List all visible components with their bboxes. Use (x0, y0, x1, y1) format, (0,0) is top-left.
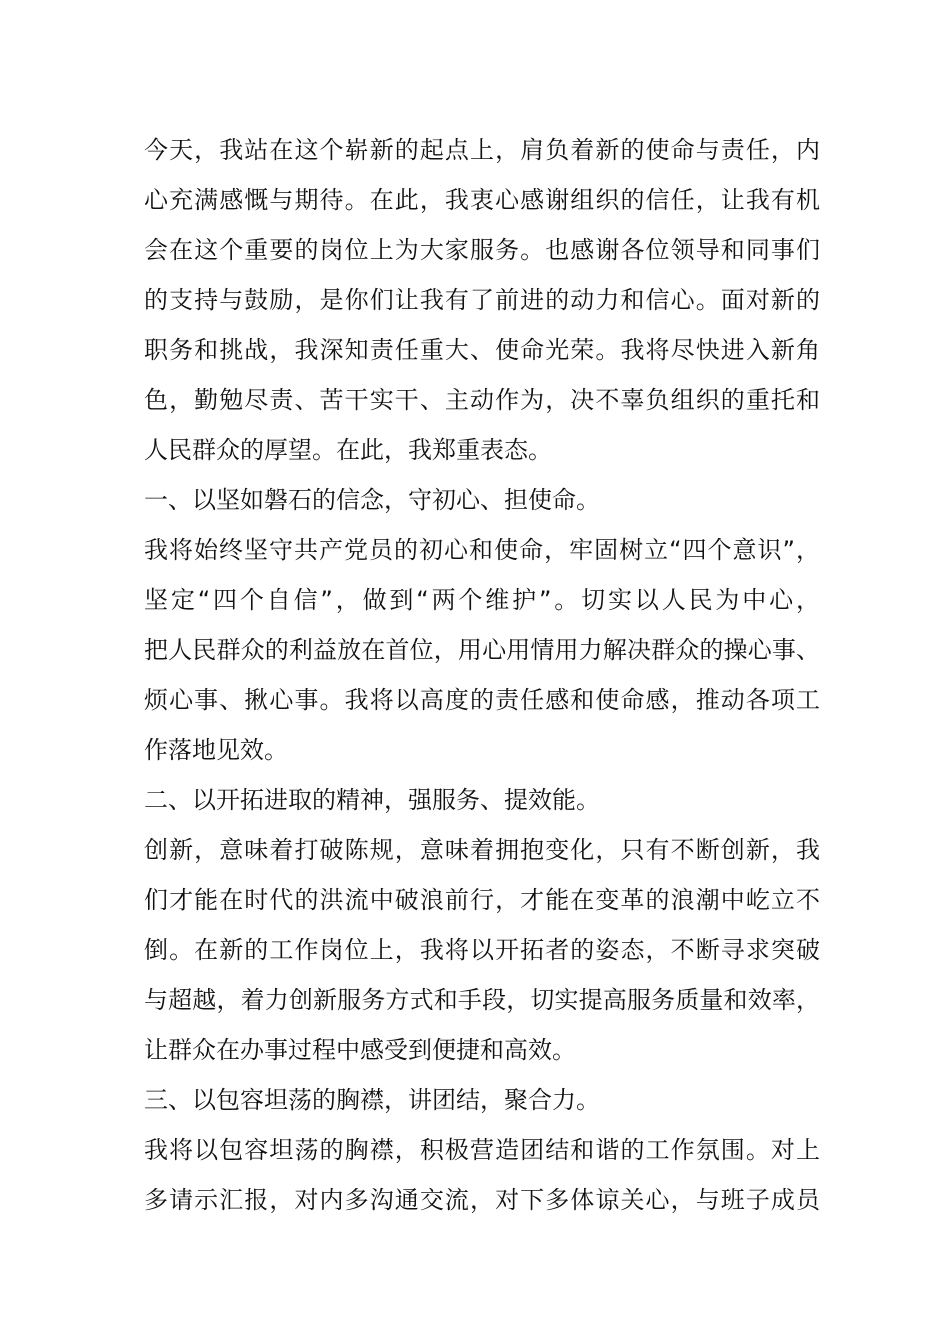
body-line: 倒。在新的工作岗位上，我将以开拓者的姿态，不断寻求突破 (144, 936, 820, 964)
body-line: 创新，意味着打破陈规，意味着拥抱变化，只有不断创新，我 (144, 836, 820, 864)
body-line: 心充满感慨与期待。在此，我衷心感谢组织的信任，让我有机 (144, 186, 820, 214)
body-line: 坚定“四个自信”，做到“两个维护”。切实以人民为中心， (144, 586, 820, 614)
body-line: 我将以包容坦荡的胸襟，积极营造团结和谐的工作氛围。对上 (144, 1136, 820, 1164)
section-heading-1: 一、以坚如磐石的信念，守初心、担使命。 (144, 486, 600, 514)
body-line-end: 人民群众的厚望。在此，我郑重表态。 (144, 436, 552, 464)
body-line: 与超越，着力创新服务方式和手段，切实提高服务质量和效率， (144, 986, 820, 1014)
body-line: 的支持与鼓励，是你们让我有了前进的动力和信心。面对新的 (144, 286, 820, 314)
body-line: 职务和挑战，我深知责任重大、使命光荣。我将尽快进入新角 (144, 336, 820, 364)
section-heading-2: 二、以开拓进取的精神，强服务、提效能。 (144, 786, 600, 814)
body-line-end: 让群众在办事过程中感受到便捷和高效。 (144, 1036, 576, 1064)
section-heading-3: 三、以包容坦荡的胸襟，讲团结，聚合力。 (144, 1086, 600, 1114)
body-line: 们才能在时代的洪流中破浪前行，才能在变革的浪潮中屹立不 (144, 886, 820, 914)
body-line: 把人民群众的利益放在首位，用心用情用力解决群众的操心事、 (144, 636, 820, 664)
body-line: 今天，我站在这个崭新的起点上，肩负着新的使命与责任，内 (144, 136, 820, 164)
body-line: 色，勤勉尽责、苦干实干、主动作为，决不辜负组织的重托和 (144, 386, 820, 414)
document-body (144, 125, 820, 1225)
body-line: 烦心事、揪心事。我将以高度的责任感和使命感，推动各项工 (144, 686, 820, 714)
body-line: 我将始终坚守共产党员的初心和使命，牢固树立“四个意识”， (144, 536, 820, 564)
body-line: 会在这个重要的岗位上为大家服务。也感谢各位领导和同事们 (144, 236, 820, 264)
body-line-end: 作落地见效。 (144, 736, 288, 764)
body-line: 多请示汇报，对内多沟通交流，对下多体谅关心，与班子成员 (144, 1186, 820, 1214)
